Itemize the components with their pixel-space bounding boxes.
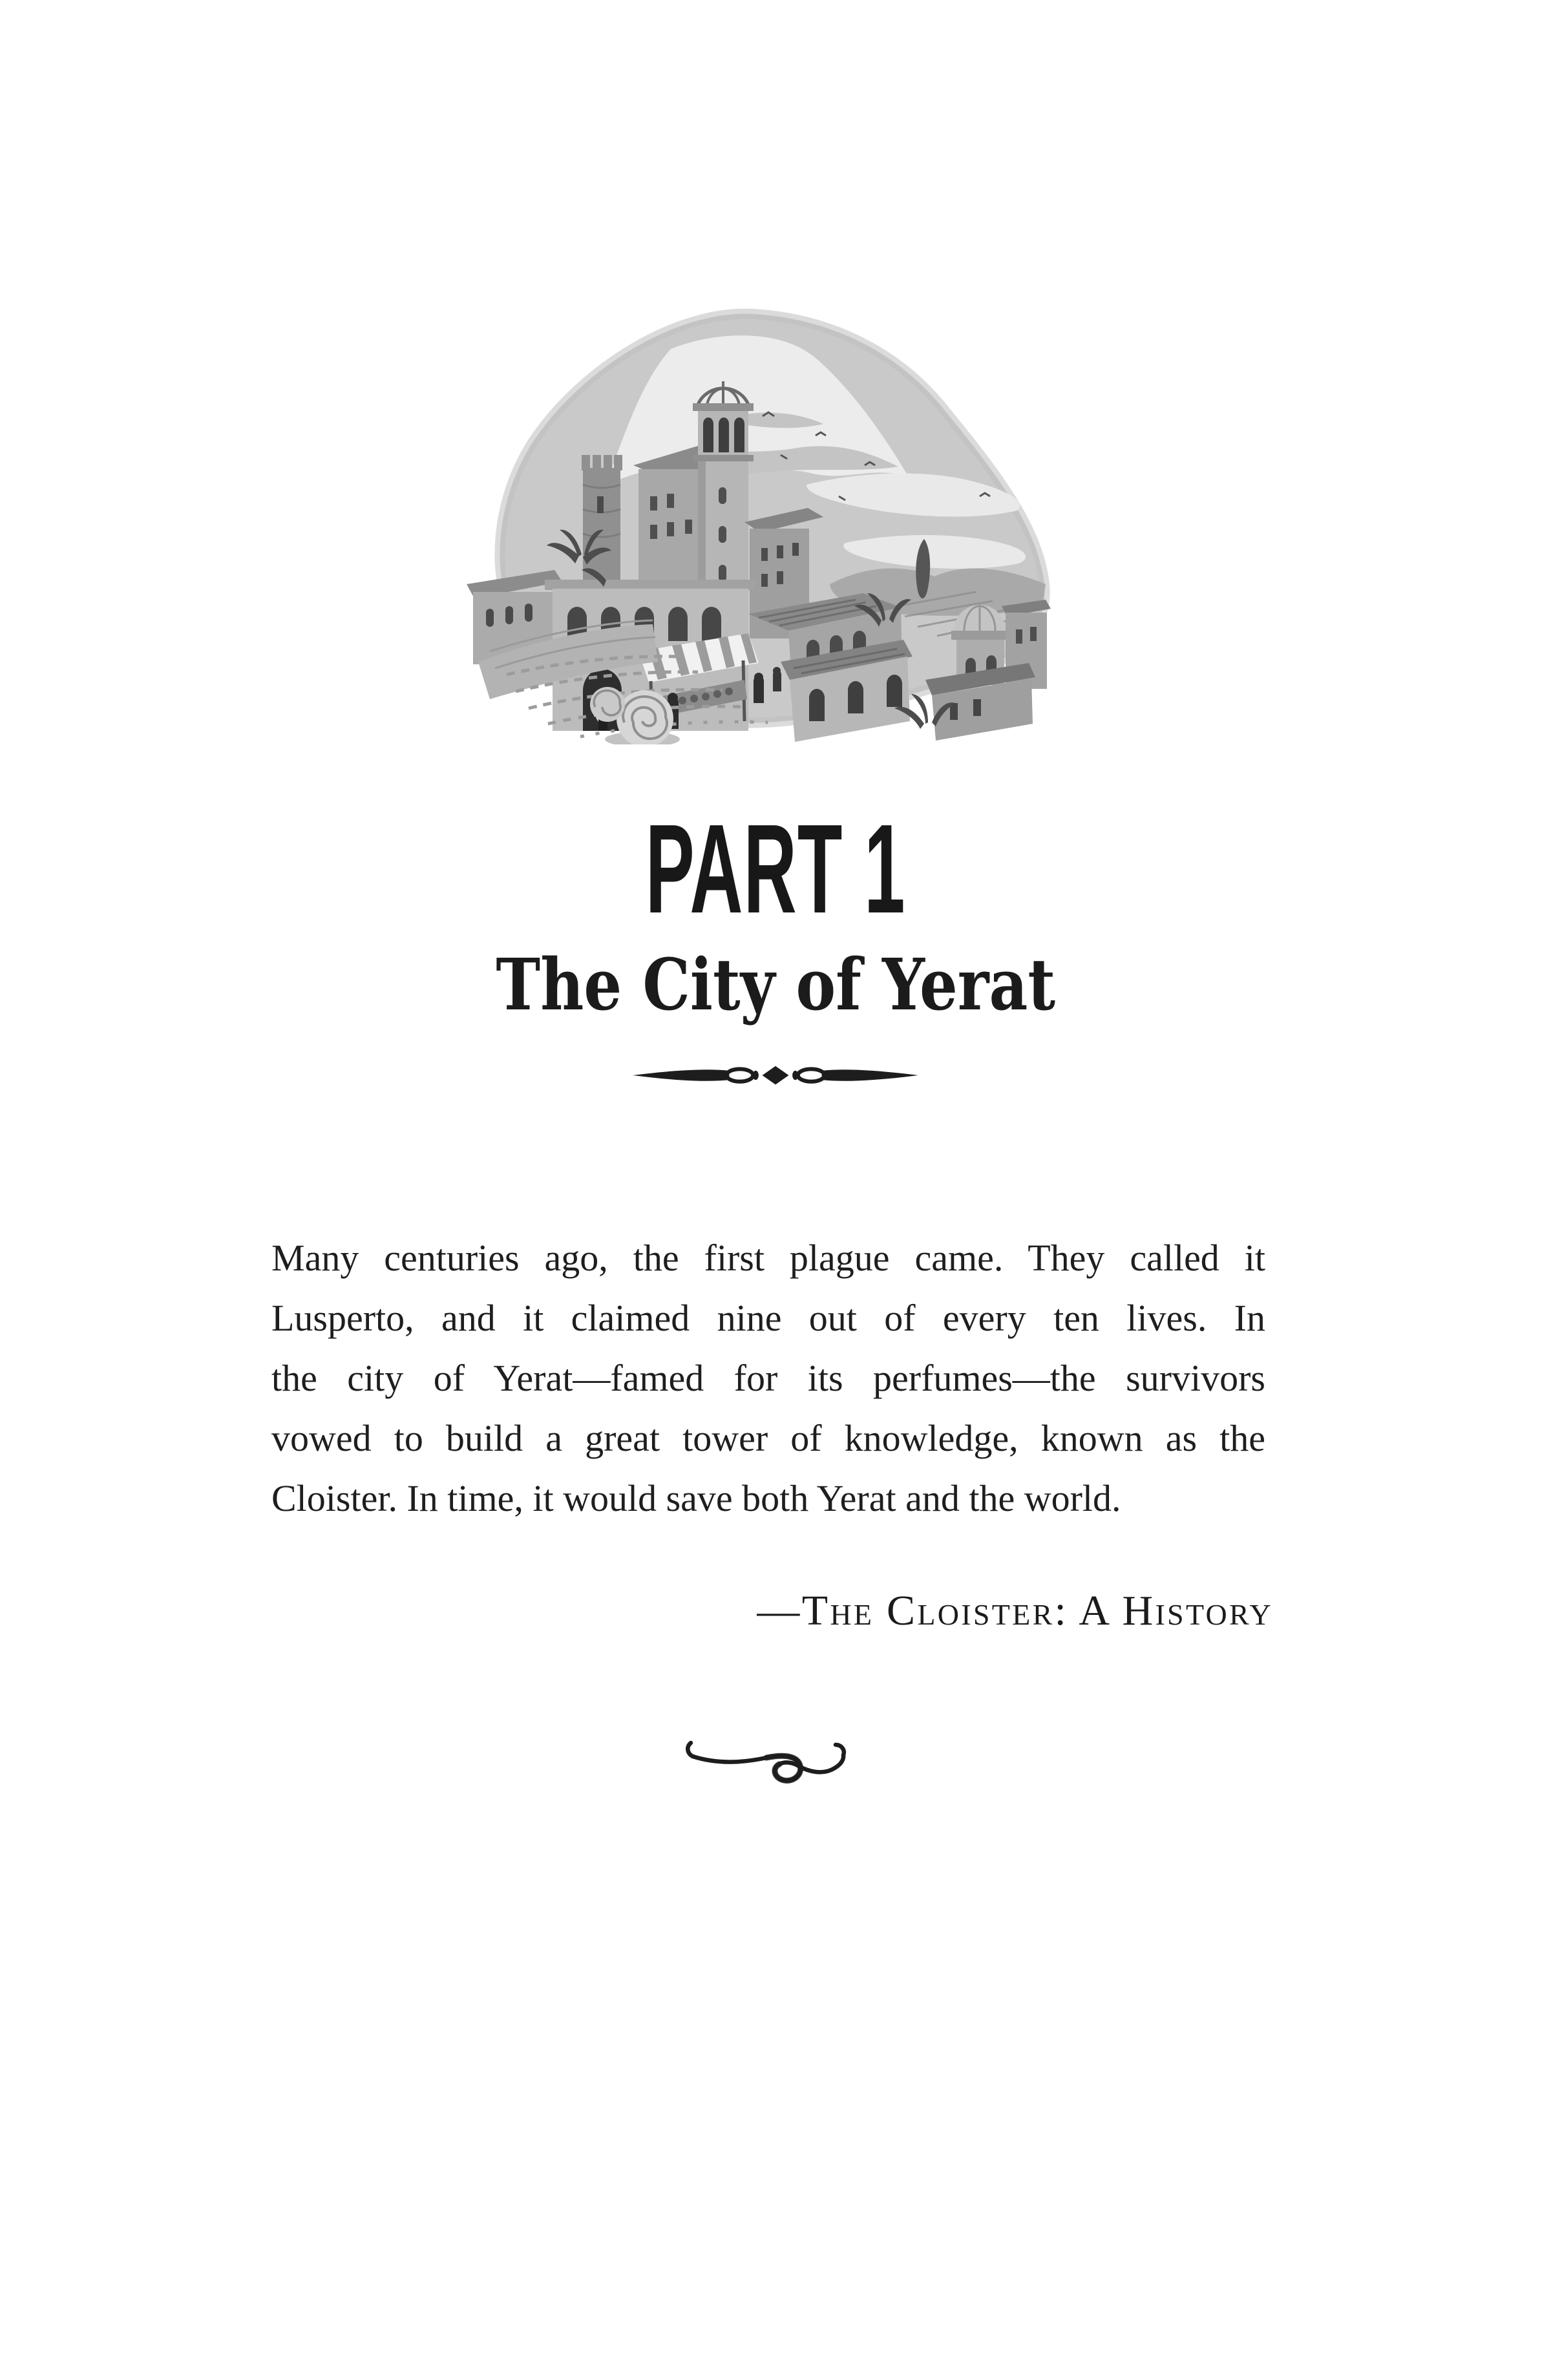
epigraph-line: the city of Yerat—famed for its perfumes—the survivors bbox=[271, 1357, 1265, 1399]
part-title-text: The City of Yerat bbox=[496, 943, 1055, 1026]
calligraphic-swirl-icon bbox=[682, 1736, 853, 1795]
diamond-divider-icon bbox=[630, 1063, 921, 1088]
epigraph-attribution: —The Cloister: A History bbox=[757, 1587, 1273, 1634]
city-illustration-svg bbox=[445, 302, 1066, 744]
divider-ornament bbox=[630, 1063, 921, 1088]
epigraph-line: Many centuries ago, the first plague came. They called it bbox=[271, 1237, 1265, 1279]
epigraph-line: Lusperto, and it claimed nine out of every ten lives. In bbox=[271, 1297, 1265, 1339]
part-header bbox=[0, 798, 1551, 940]
city-illustration bbox=[445, 302, 1066, 744]
flourish-ornament bbox=[682, 1736, 853, 1795]
part-label: PART 1 bbox=[645, 798, 906, 940]
epigraph-line: Cloister. In time, it would save both Yerat and the world. bbox=[271, 1477, 1121, 1519]
epigraph-line: vowed to build a great tower of knowledge, known as the bbox=[271, 1417, 1265, 1459]
epigraph-paragraph bbox=[271, 1228, 1265, 1528]
part-title bbox=[0, 942, 1551, 1027]
